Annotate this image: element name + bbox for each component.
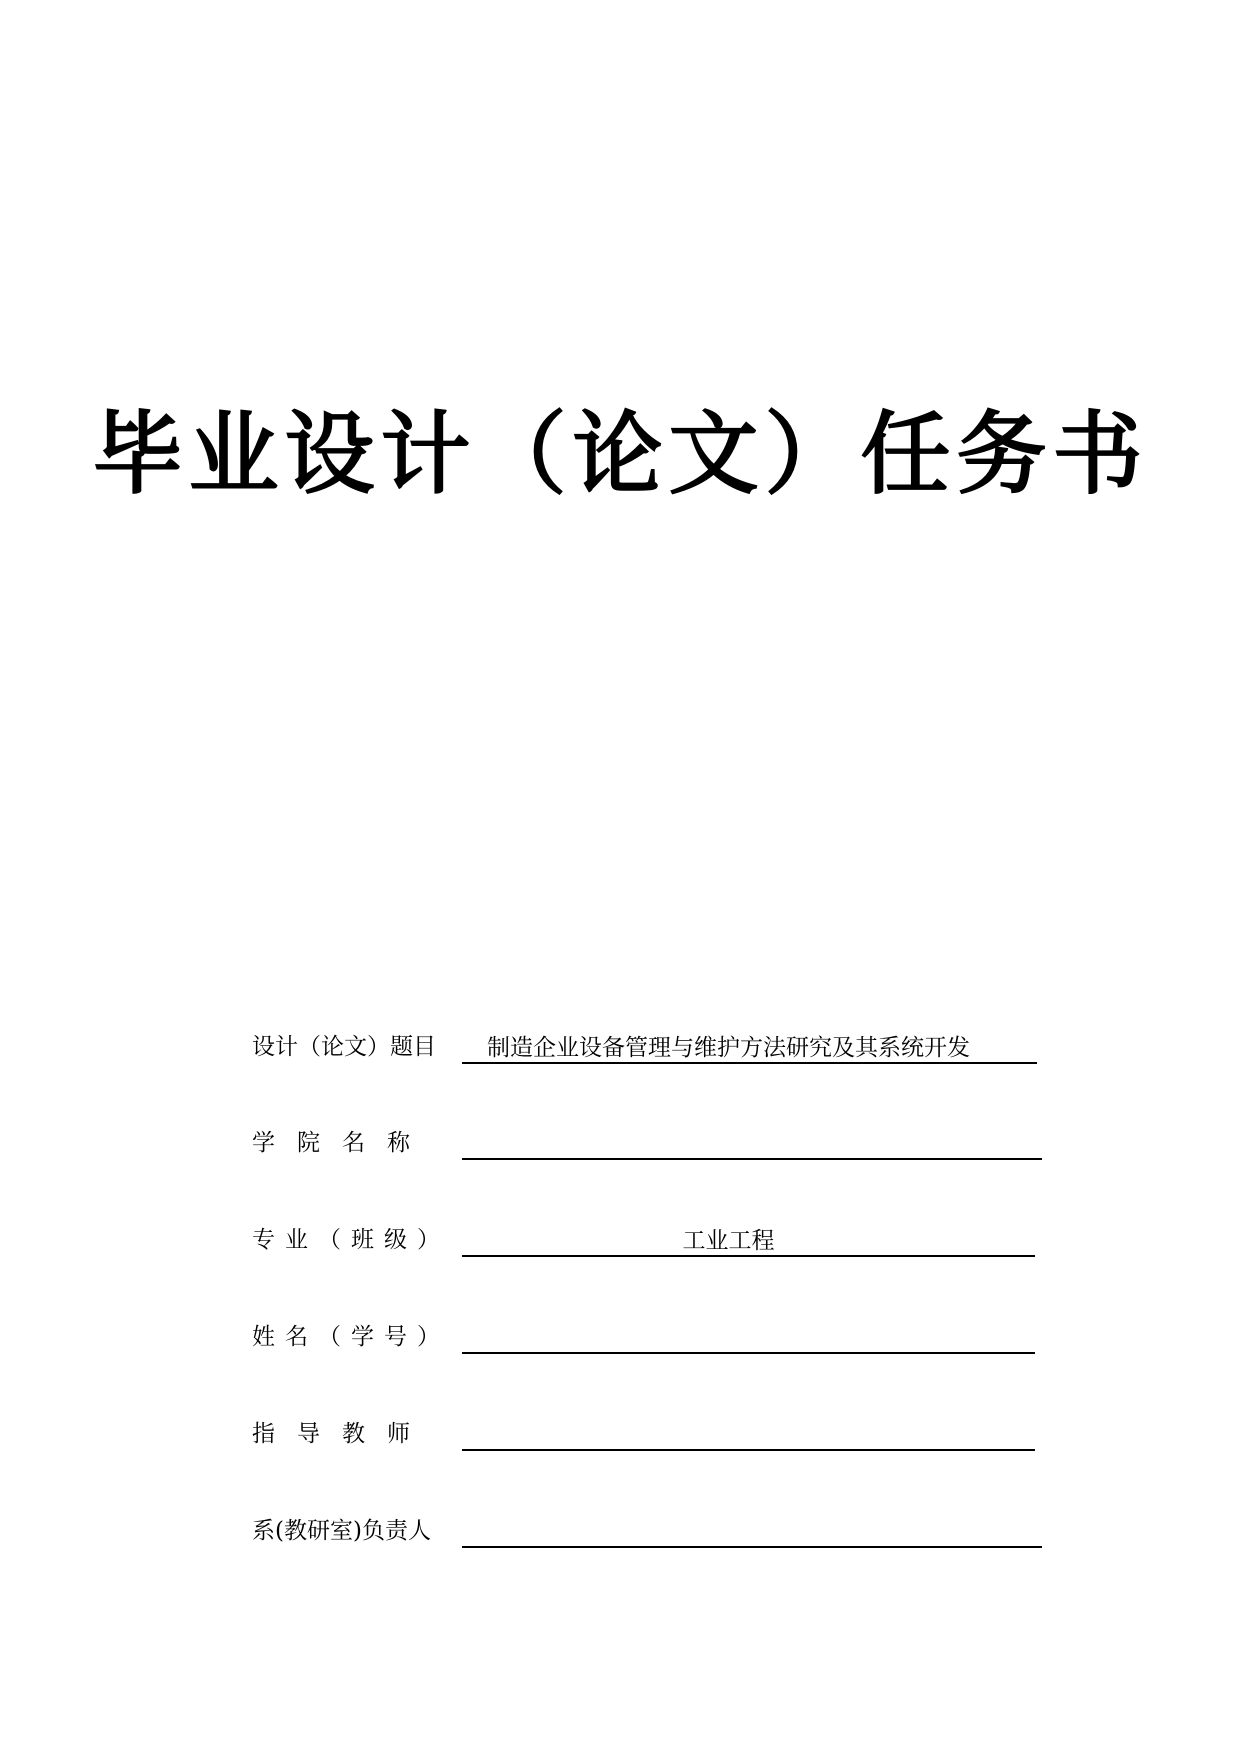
major-field[interactable]: 工业工程 xyxy=(462,1225,1035,1257)
department-head-label: 系(教研室)负责人 xyxy=(252,1518,431,1544)
advisor-label: 指导教师 xyxy=(252,1421,432,1447)
document-title: 毕业设计（论文）任务书 xyxy=(92,402,1149,507)
thesis-title-label: 设计（论文）题目 xyxy=(252,1034,436,1060)
college-field[interactable] xyxy=(462,1126,1042,1160)
advisor-field[interactable] xyxy=(462,1417,1035,1451)
form-row-major xyxy=(252,1221,1042,1261)
major-label: 专业（班级） xyxy=(252,1227,450,1253)
college-label: 学院名称 xyxy=(252,1130,432,1156)
form-row-advisor xyxy=(252,1415,1042,1455)
student-label: 姓名（学号） xyxy=(252,1324,450,1350)
form-row-department-head xyxy=(252,1512,1042,1552)
form-row-college xyxy=(252,1124,1042,1164)
department-head-field[interactable] xyxy=(462,1514,1042,1548)
form-row-student xyxy=(252,1318,1042,1358)
form-row-thesis-title xyxy=(252,1028,1042,1068)
student-field[interactable] xyxy=(462,1320,1035,1354)
thesis-title-field[interactable]: 制造企业设备管理与维护方法研究及其系统开发 xyxy=(462,1032,1037,1064)
